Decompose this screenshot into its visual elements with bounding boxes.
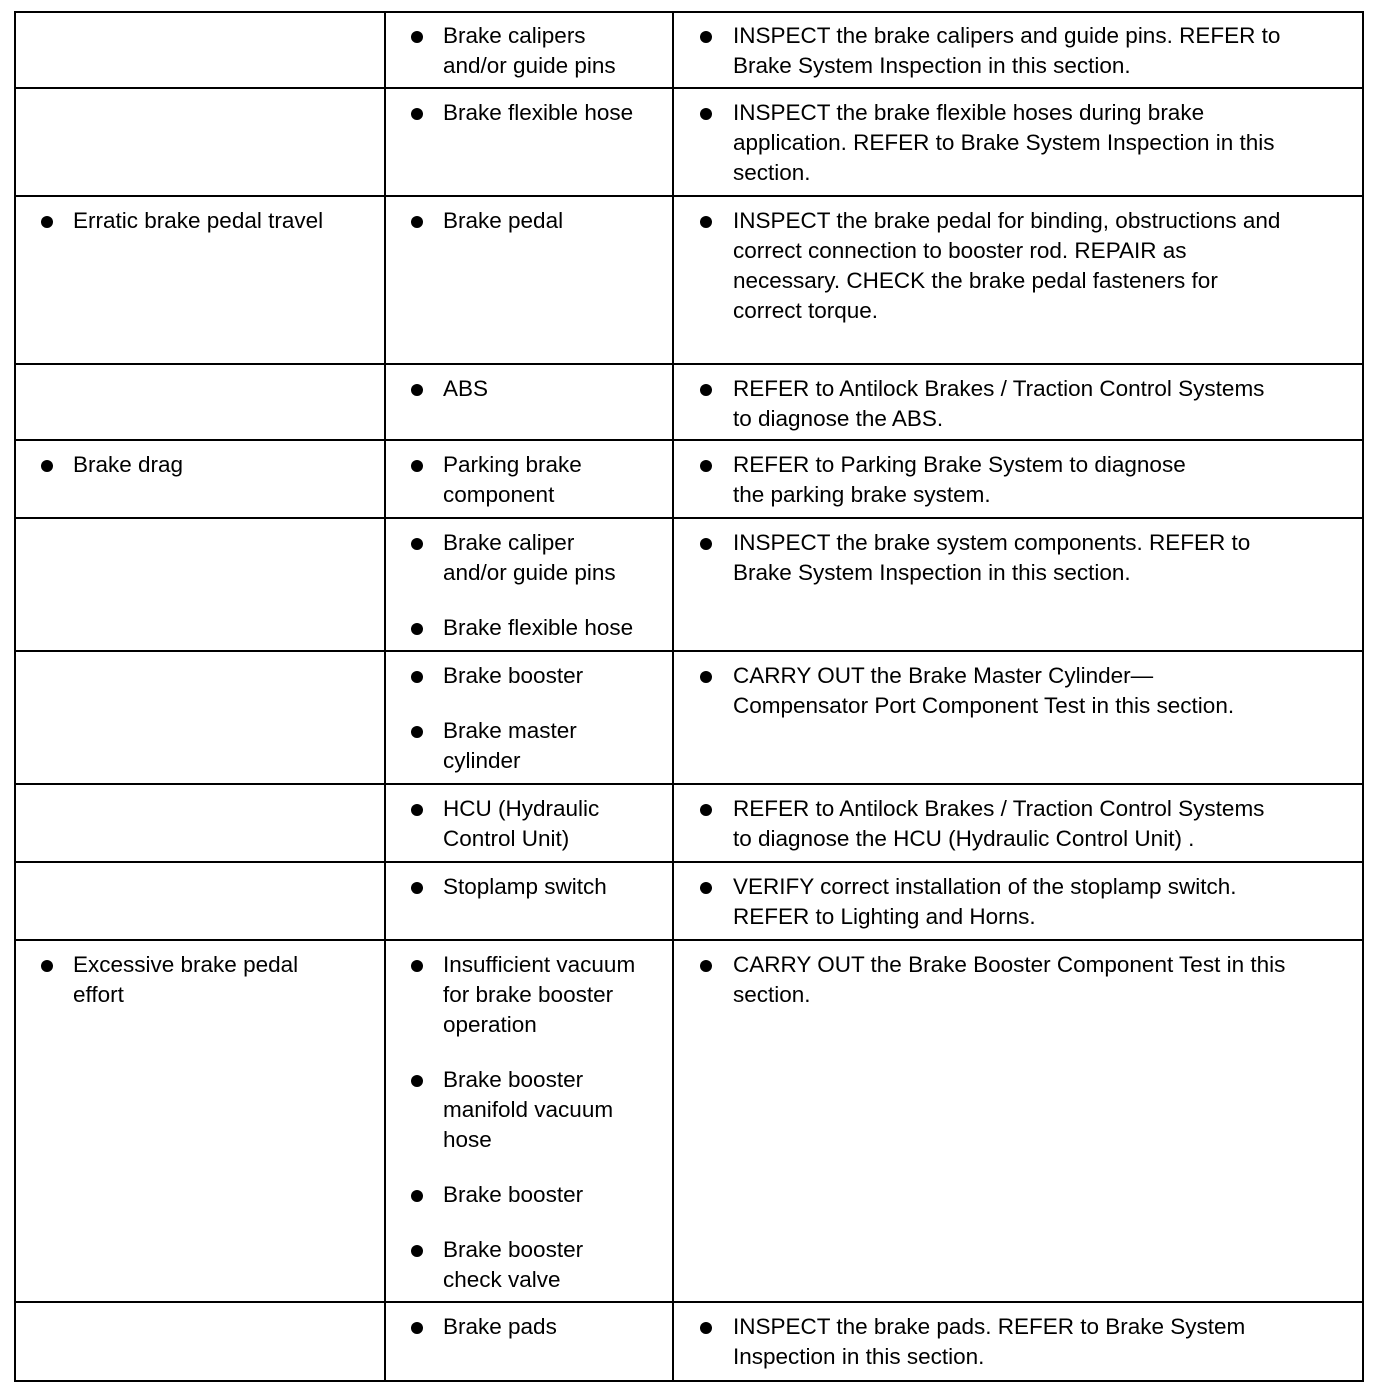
row-divider [14,517,1362,519]
row-divider [14,861,1362,863]
bullet-icon [411,460,423,472]
action-item: VERIFY correct installation of the stoplamp switch. REFER to Lighting and Horns. [733,874,1237,929]
bullet-icon [411,726,423,738]
source-item: Brake calipers and/or guide pins [443,23,616,78]
source-item: Brake pads [443,1314,557,1339]
action-item: REFER to Parking Brake System to diagnose the parking brake system. [733,452,1186,507]
source-item: ABS [443,376,489,401]
bullet-icon [411,1245,423,1257]
action-item: REFER to Antilock Brakes / Traction Control Systems to diagnose the ABS. [733,376,1265,431]
source-item: Brake booster manifold vacuum hose [443,1067,614,1152]
bullet-icon [41,960,53,972]
bullet-icon [411,1075,423,1087]
bullet-icon [411,108,423,120]
bullet-icon [411,1322,423,1334]
bullet-icon [700,804,712,816]
source-item: Brake flexible hose [443,100,634,125]
condition-item: Brake drag [73,452,184,477]
condition-item: Excessive brake pedal effort [73,952,299,1007]
bullet-icon [700,960,712,972]
bullet-icon [700,882,712,894]
bullet-icon [700,108,712,120]
action-item: INSPECT the brake pedal for binding, obstructions and correct connection to booster rod. REPAIR as necessary. CHECK the brake pedal fasteners for correct torque. [733,208,1281,323]
bullet-icon [700,460,712,472]
source-item: Parking brake component [443,452,582,507]
row-divider [14,87,1362,89]
row-divider [14,1301,1362,1303]
row-divider [14,363,1362,365]
source-item: Stoplamp switch [443,874,607,899]
bullet-icon [411,804,423,816]
source-item: Insufficient vacuum for brake booster operation [443,952,636,1037]
bullet-icon [411,31,423,43]
bullet-icon [411,384,423,396]
row-divider [14,939,1362,941]
source-item: Brake booster [443,1182,584,1207]
bullet-icon [411,216,423,228]
column-divider [384,11,386,1382]
condition-item: Erratic brake pedal travel [73,208,324,233]
bullet-icon [411,882,423,894]
bullet-icon [700,31,712,43]
source-item: Brake booster check valve [443,1237,584,1292]
bullet-icon [411,538,423,550]
bullet-icon [411,1190,423,1202]
bullet-icon [41,460,53,472]
bullet-icon [411,671,423,683]
row-divider [14,650,1362,652]
bullet-icon [41,216,53,228]
bullet-icon [700,384,712,396]
source-item: Brake pedal [443,208,564,233]
bullet-icon [411,960,423,972]
bullet-icon [700,538,712,550]
bullet-icon [700,671,712,683]
column-divider [672,11,674,1382]
bullet-icon [411,623,423,635]
row-divider [14,439,1362,441]
source-item: Brake master cylinder [443,718,577,773]
source-item: Brake booster [443,663,584,688]
source-item: HCU (Hydraulic Control Unit) [443,796,600,851]
row-divider [14,783,1362,785]
action-item: REFER to Antilock Brakes / Traction Control Systems to diagnose the HCU (Hydraulic Control Unit) . [733,796,1265,851]
bullet-icon [700,216,712,228]
source-item: Brake flexible hose [443,615,634,640]
action-item: INSPECT the brake flexible hoses during brake application. REFER to Brake System Inspection in this section. [733,100,1275,185]
source-item: Brake caliper and/or guide pins [443,530,616,585]
action-item: CARRY OUT the Brake Booster Component Test in this section. [733,952,1286,1007]
action-item: INSPECT the brake calipers and guide pins. REFER to Brake System Inspection in this section. [733,23,1281,78]
action-item: INSPECT the brake pads. REFER to Brake System Inspection in this section. [733,1314,1246,1369]
row-divider [14,195,1362,197]
action-item: CARRY OUT the Brake Master Cylinder— Compensator Port Component Test in this section. [733,663,1235,718]
bullet-icon [700,1322,712,1334]
action-item: INSPECT the brake system components. REFER to Brake System Inspection in this section. [733,530,1251,585]
